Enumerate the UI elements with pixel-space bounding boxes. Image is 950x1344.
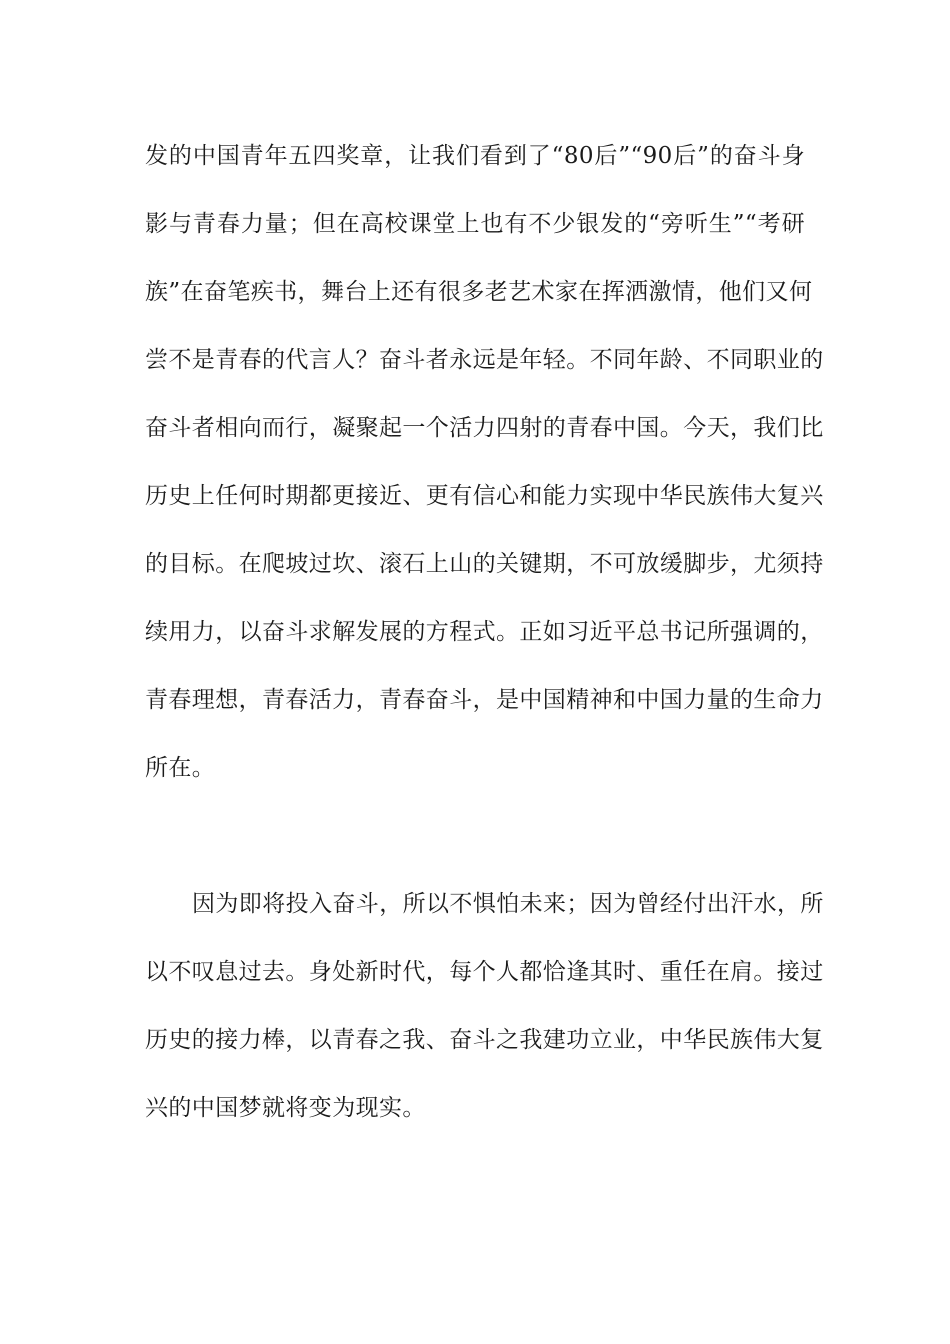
text-line: 历史上任何时期都更接近、更有信心和能力实现中华民族伟大复兴 — [145, 483, 824, 509]
text-line: 的目标。在爬坡过坎、滚石上山的关键期，不可放缓脚步，尤须持 — [145, 551, 824, 577]
text-line: 族”在奋笔疾书，舞台上还有很多老艺术家在挥洒激情，他们又何 — [145, 279, 813, 305]
text-line: 发的中国青年五四奖章，让我们看到了“80后”“90后”的奋斗身 — [145, 143, 805, 169]
text-line: 因为即将投入奋斗，所以不惧怕未来；因为曾经付出汗水，所 — [192, 891, 824, 917]
text-line: 所在。 — [145, 755, 216, 781]
text-line: 尝不是青春的代言人？奋斗者永远是年轻。不同年龄、不同职业的 — [145, 347, 824, 373]
text-line: 青春理想，青春活力，青春奋斗，是中国精神和中国力量的生命力 — [145, 687, 824, 713]
text-line: 历史的接力棒，以青春之我、奋斗之我建功立业，中华民族伟大复 — [145, 1027, 824, 1053]
text-line: 兴的中国梦就将变为现实。 — [145, 1095, 426, 1121]
text-line: 影与青春力量；但在高校课堂上也有不少银发的“旁听生”“考研 — [145, 211, 805, 237]
text-line: 奋斗者相向而行，凝聚起一个活力四射的青春中国。今天，我们比 — [145, 415, 824, 441]
text-line: 续用力，以奋斗求解发展的方程式。正如习近平总书记所强调的， — [145, 619, 824, 645]
text-line: 以不叹息过去。身处新时代，每个人都恰逢其时、重任在肩。接过 — [145, 959, 824, 985]
